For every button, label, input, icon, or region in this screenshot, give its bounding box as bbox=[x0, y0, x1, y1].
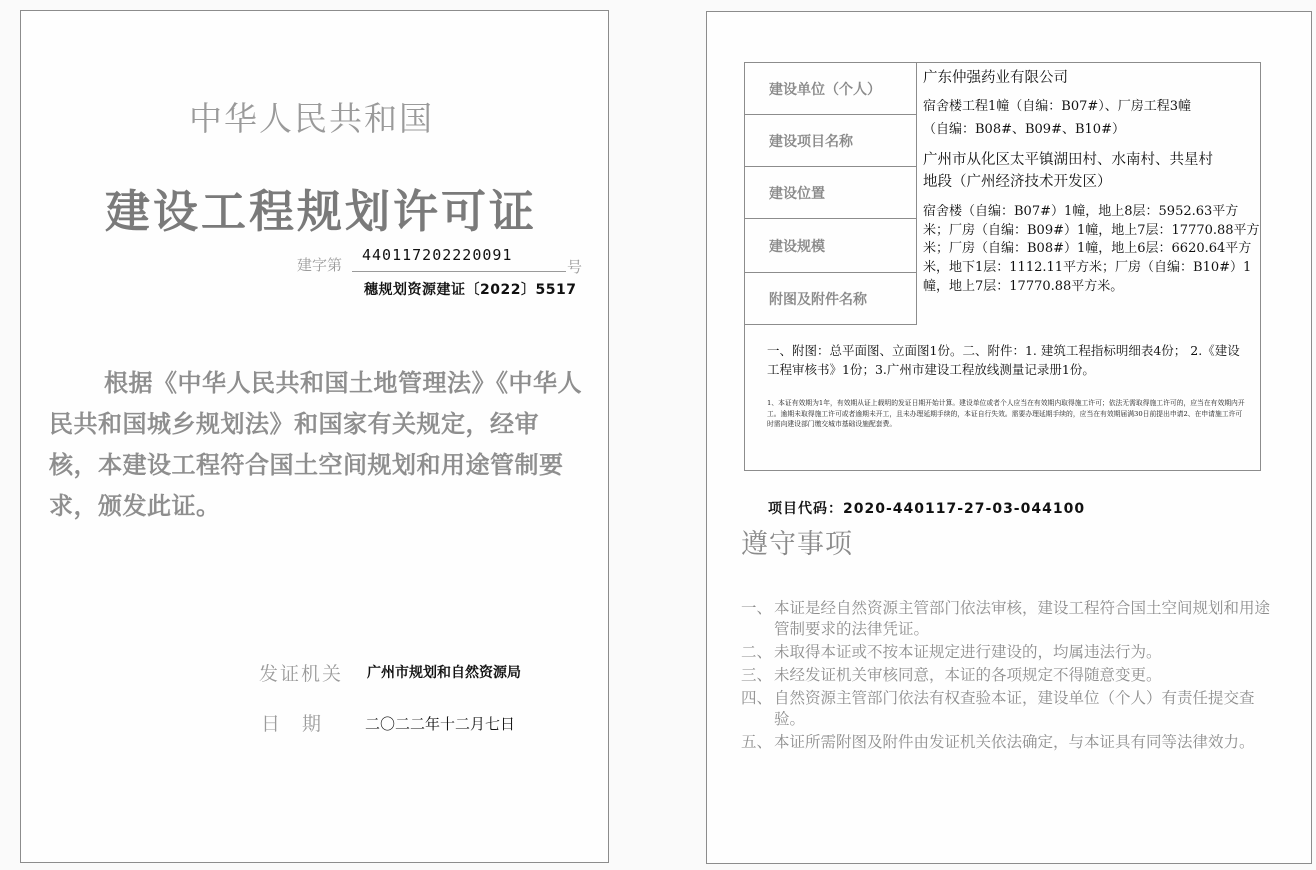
rule-text: 本证所需附图及附件由发证机关依法确定，与本证具有同等法律效力。 bbox=[774, 733, 1255, 751]
scale-line-3: 米；厂房（自编：B08#）1幢，地上6层：6620.64平方 bbox=[923, 241, 1252, 256]
issue-date-value: 二〇二二年十二月七日 bbox=[365, 715, 516, 733]
scale-line-5: 幢，地上7层：17770.88平方米。 bbox=[923, 279, 1124, 294]
rule-number: 二、 bbox=[741, 643, 773, 661]
rule-text: 本证是经自然资源主管部门依法审核，建设工程符合国土空间规划和用途管制要求的法律凭证。 bbox=[774, 599, 1271, 638]
rules-list bbox=[741, 598, 1271, 755]
project-name-line-2: （自编：B08#、B09#、B10#） bbox=[923, 122, 1125, 137]
rule-number: 三、 bbox=[741, 666, 773, 684]
country-heading: 中华人民共和国 bbox=[189, 99, 434, 138]
certificate-number-underline bbox=[352, 271, 566, 272]
rule-text: 未取得本证或不按本证规定进行建设的，均属违法行为。 bbox=[774, 643, 1162, 661]
rule-item bbox=[741, 732, 1271, 753]
issuer-label: 发证机关 bbox=[259, 663, 344, 685]
certificate-number: 440117202220091 bbox=[362, 246, 513, 264]
rules-heading: 遵守事项 bbox=[741, 529, 853, 560]
label-scale: 建设规模 bbox=[745, 219, 917, 273]
certificate-number-prefix: 建字第 bbox=[297, 256, 343, 274]
label-attachments: 附图及附件名称 bbox=[745, 273, 917, 325]
location-line-1: 广州市从化区太平镇湖田村、水南村、共星村 bbox=[923, 152, 1213, 168]
rule-item bbox=[741, 688, 1271, 730]
issue-date-label: 日期 bbox=[261, 713, 344, 735]
validity-note: 1、本证有效期为1年，有效期从证上载明的发证日期开始计算。建设单位或者个人应当在有效期内取得施工许可；依法无需取得施工许可的，应当在有效期内开工。逾期未取得施工许可或者逾期未开工，且未办理延期手续的，本证自行失效。需要办理延期手续的，应当在有效期届满30日前提出申请2、在申请施工许可时需向建设部门缴交城市基础设施配套费。 bbox=[767, 399, 1245, 428]
project-info-table bbox=[744, 62, 1261, 471]
scale-line-1: 宿舍楼（自编：B07#）1幢，地上8层：5952.63平方 bbox=[923, 204, 1239, 219]
rule-number: 四、 bbox=[741, 689, 773, 707]
legal-basis-text: 根据《中华人民共和国土地管理法》《中华人民共和国城乡规划法》和国家有关规定，经审核，本建设工程符合国土空间规划和用途管制要求，颁发此证。 bbox=[49, 369, 582, 520]
rule-item bbox=[741, 642, 1271, 663]
rule-number: 一、 bbox=[741, 599, 773, 617]
issuer-value: 广州市规划和自然资源局 bbox=[367, 665, 521, 681]
rule-item bbox=[741, 598, 1271, 640]
rule-item bbox=[741, 665, 1271, 686]
project-code: 项目代码：2020-440117-27-03-044100 bbox=[768, 501, 1086, 517]
rule-text: 自然资源主管部门依法有权查验本证，建设单位（个人）有责任提交查验。 bbox=[774, 689, 1255, 728]
rule-text: 未经发证机关审核同意，本证的各项规定不得随意变更。 bbox=[774, 666, 1162, 684]
label-builder: 建设单位（个人） bbox=[745, 63, 917, 115]
certificate-number-suffix: 号 bbox=[567, 258, 583, 276]
attachments-text: 一、附图：总平面图、立面图1份。二、附件：1. 建筑工程指标明细表4份； 2.《建设工程审核书》1份；3.广州市建设工程放线测量记录册1份。 bbox=[767, 343, 1240, 377]
label-location: 建设位置 bbox=[745, 167, 917, 219]
builder-value: 广东仲强药业有限公司 bbox=[923, 70, 1068, 86]
project-name-line-1: 宿舍楼工程1幢（自编：B07#）、厂房工程3幢 bbox=[923, 99, 1192, 114]
scale-line-4: 米，地下1层：1112.11平方米；厂房（自编：B10#）1 bbox=[923, 260, 1252, 275]
permit-cover-page bbox=[20, 10, 609, 863]
label-project-name: 建设项目名称 bbox=[745, 115, 917, 167]
location-line-2: 地段（广州经济技术开发区） bbox=[923, 174, 1112, 190]
document-number: 穗规划资源建证〔2022〕5517 bbox=[364, 282, 577, 298]
scale-line-2: 米；厂房（自编：B09#）1幢，地上7层：17770.88平方 bbox=[923, 223, 1260, 238]
rule-number: 五、 bbox=[741, 733, 773, 751]
certificate-title: 建设工程规划许可证 bbox=[105, 185, 538, 238]
permit-details-page bbox=[706, 11, 1312, 864]
